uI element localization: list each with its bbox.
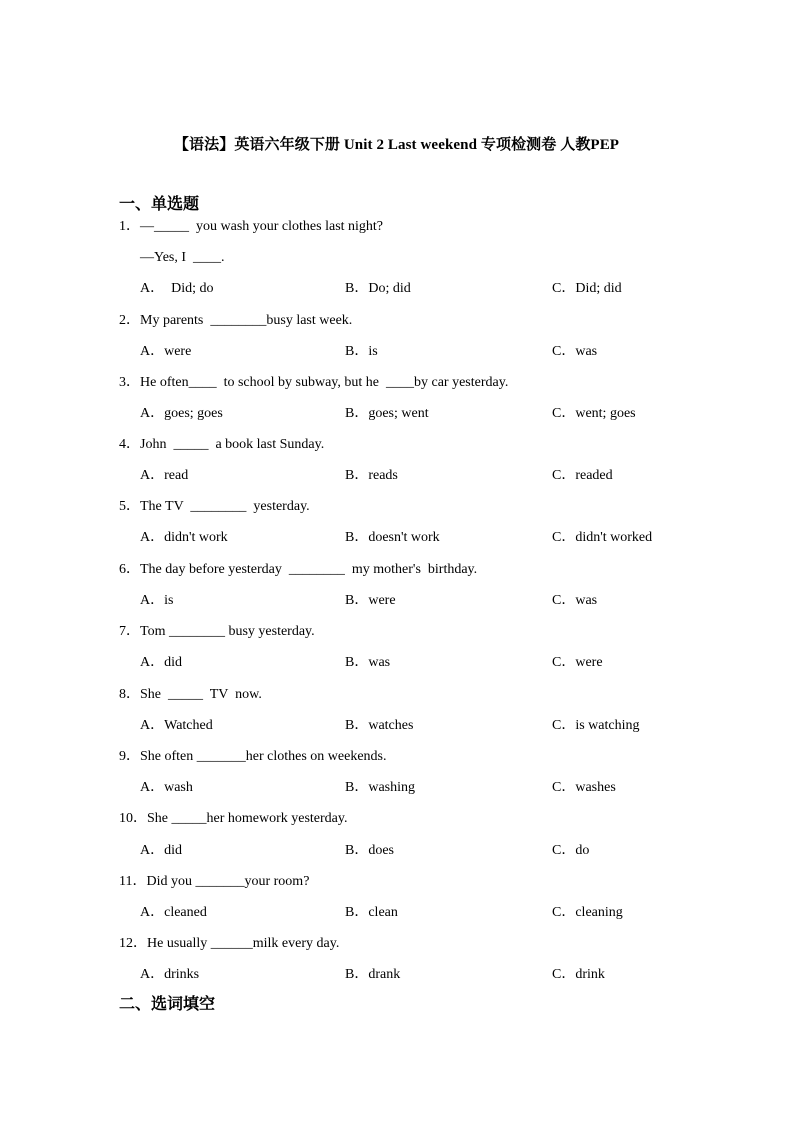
question-6-option-b[interactable]: B．were	[345, 593, 396, 608]
question-3-option-a[interactable]: A．goes; goes	[140, 406, 223, 421]
question-3-option-b[interactable]: B．goes; went	[345, 406, 429, 421]
question-3-stem: 3．He often____ to school by subway, but he ____by car yesterday.	[119, 375, 509, 390]
question-8-option-b[interactable]: B．watches	[345, 718, 414, 733]
question-1-option-c[interactable]: C．Did; did	[552, 281, 622, 296]
question-2-stem: 2．My parents ________busy last week.	[119, 313, 353, 328]
question-6-option-a[interactable]: A．is	[140, 593, 174, 608]
question-12-stem: 12．He usually ______milk every day.	[119, 936, 340, 951]
question-4-option-c[interactable]: C．readed	[552, 468, 613, 483]
question-1-option-b[interactable]: B．Do; did	[345, 281, 411, 296]
question-7-option-b[interactable]: B．was	[345, 655, 391, 670]
document-title: 【语法】英语六年级下册 Unit 2 Last weekend 专项检测卷 人教PEP	[173, 137, 620, 153]
question-5-stem: 5．The TV ________ yesterday.	[119, 499, 310, 514]
question-11-option-a[interactable]: A．cleaned	[140, 905, 207, 920]
question-7-stem: 7．Tom ________ busy yesterday.	[119, 624, 315, 639]
question-9-stem: 9．She often _______her clothes on weekends.	[119, 749, 387, 764]
question-12-option-c[interactable]: C．drink	[552, 967, 605, 982]
question-4-option-b[interactable]: B．reads	[345, 468, 398, 483]
question-6-option-c[interactable]: C．was	[552, 593, 598, 608]
question-12-option-a[interactable]: A．drinks	[140, 967, 200, 982]
question-2-option-c[interactable]: C．was	[552, 344, 598, 359]
question-5-option-b[interactable]: B．doesn't work	[345, 530, 440, 545]
question-3-option-c[interactable]: C．went; goes	[552, 406, 636, 421]
section-heading-single-choice: 一、单选题	[119, 194, 200, 213]
question-4-option-a[interactable]: A．read	[140, 468, 189, 483]
question-10-option-c[interactable]: C．do	[552, 843, 590, 858]
question-10-option-a[interactable]: A．did	[140, 843, 182, 858]
question-9-option-a[interactable]: A．wash	[140, 780, 193, 795]
question-1-response: —Yes, I ____.	[140, 250, 225, 265]
question-5-option-c[interactable]: C．didn't worked	[552, 530, 653, 545]
question-8-option-c[interactable]: C．is watching	[552, 718, 640, 733]
question-11-option-b[interactable]: B．clean	[345, 905, 398, 920]
question-5-option-a[interactable]: A．didn't work	[140, 530, 228, 545]
question-7-option-a[interactable]: A．did	[140, 655, 182, 670]
question-7-option-c[interactable]: C．were	[552, 655, 603, 670]
question-4-stem: 4．John _____ a book last Sunday.	[119, 437, 325, 452]
question-9-option-b[interactable]: B．washing	[345, 780, 415, 795]
section-heading-word-fill: 二、选词填空	[119, 994, 216, 1013]
question-2-option-b[interactable]: B．is	[345, 344, 378, 359]
question-1-stem: 1．—_____ you wash your clothes last night?	[119, 219, 384, 234]
question-6-stem: 6．The day before yesterday ________ my mother's birthday.	[119, 562, 478, 577]
question-1-option-a[interactable]: A． Did; do	[140, 281, 214, 296]
question-9-option-c[interactable]: C．washes	[552, 780, 616, 795]
question-11-stem: 11．Did you _______your room?	[119, 874, 310, 889]
question-10-option-b[interactable]: B．does	[345, 843, 394, 858]
question-2-option-a[interactable]: A．were	[140, 344, 192, 359]
question-8-option-a[interactable]: A．Watched	[140, 718, 213, 733]
question-12-option-b[interactable]: B．drank	[345, 967, 401, 982]
question-8-stem: 8．She _____ TV now.	[119, 687, 262, 702]
question-10-stem: 10．She _____her homework yesterday.	[119, 811, 348, 826]
question-11-option-c[interactable]: C．cleaning	[552, 905, 623, 920]
